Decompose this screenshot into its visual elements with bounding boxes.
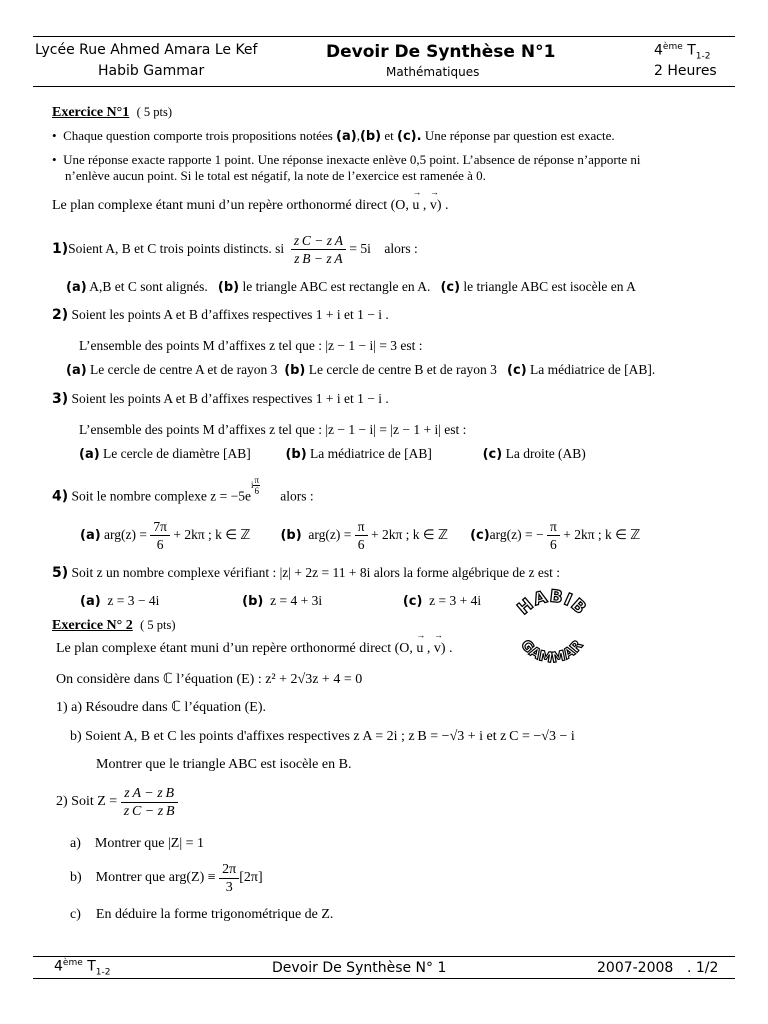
q3-option-a[interactable]: Le cercle de diamètre [AB] [103, 446, 251, 461]
page-number: . 1/2 [687, 960, 719, 976]
q2-option-c[interactable]: La médiatrice de [AB]. [530, 362, 656, 377]
q5-option-a[interactable]: z = 3 − 4i [107, 593, 160, 608]
question-5: 5) Soit z un nombre complexe vérifiant : |z| + 2z = 11 + 8i alors la forme algébrique de z est : [52, 565, 560, 581]
question-2: 2) Soient les points A et B d’affixes respectives 1 + i et 1 − i . [52, 307, 389, 323]
instruction-1: • Chaque question comporte trois propositions notées (a),(b) et (c). Une réponse par question est exacte. [52, 128, 615, 144]
footer-top-rule [33, 956, 735, 957]
q4-option-a[interactable]: (a) arg(z) = $\frac{7\pi}{6}$ + 2kπ ; k ∈ ℤ [80, 518, 251, 552]
exercise-1-points: ( 5 pts) [136, 105, 173, 119]
part-1b: b) Soient A, B et C les points d'affixes respectives z A = 2i ; z B = −√3 + i et z C = −√3 − i [70, 729, 575, 744]
part-1b-task: Montrer que le triangle ABC est isocèle en B. [96, 757, 352, 772]
part-1a: 1) a) Résoudre dans ℂ l’équation (E). [56, 700, 266, 715]
header-top-rule [33, 36, 735, 37]
bullet-icon: • [52, 152, 57, 167]
q4-options [80, 515, 640, 555]
exercise-2-title: Exercice N° 2 [52, 618, 133, 633]
footer-bottom-rule [33, 978, 735, 979]
question-4: 4) Soit le nombre complexe $z = -5e^{i \frac{\pi}{6}}$ alors : [52, 475, 314, 505]
exercise-1-intro: Le plan complexe étant muni d’un repère orthonormé direct (O, → u , → v) . [52, 198, 449, 214]
q5-option-b[interactable]: z = 4 + 3i [270, 593, 323, 608]
equation-E: On considère dans ℂ l’équation (E) : z² + 2√3z + 4 = 0 [56, 672, 363, 687]
part-2: 2) Soit Z = $\frac{\text{z A − z B}}{\text{z C − z B}}$ [56, 782, 178, 822]
question-2-condition: L’ensemble des points M d’affixes z tel que : |z − 1 − i| = 3 est : [79, 338, 423, 353]
instruction-2-cont: n’enlève aucun point. Si le total est négatif, la note de l’exercice est ramenée à 0. [65, 168, 486, 183]
svg-text:GAMMAR: GAMMAR [517, 636, 587, 667]
q4-option-c[interactable]: (c) arg(z) = − $\frac{\pi}{6}$ + 2kπ ; k ∈ ℤ [470, 518, 641, 552]
exercise-1-title: Exercice N°1 [52, 105, 130, 120]
header-bottom-rule [33, 86, 735, 87]
q3-option-c[interactable]: La droite (AB) [505, 446, 586, 461]
q1-option-c[interactable]: le triangle ABC est isocèle en A [463, 279, 636, 294]
q3-options: (a) Le cercle de diamètre [AB] (b) La médiatrice de [AB] (c) La droite (AB) [79, 446, 586, 462]
school-name: Lycée Rue Ahmed Amara Le Kef [35, 42, 258, 58]
q1-option-a[interactable]: A,B et C sont alignés. [89, 279, 208, 294]
q4-option-b[interactable]: (b) arg(z) = $\frac{\pi}{6}$ + 2kπ ; k ∈ ℤ [280, 518, 449, 552]
footer-class: 4ème $T_{1-2}$ [54, 958, 111, 978]
exercise-2-intro: Le plan complexe étant muni d’un repère orthonormé direct (O, → u , → v) . [56, 641, 453, 657]
bullet-icon: • [52, 128, 57, 143]
class-label: 4ème $T_{1-2}$ [654, 42, 711, 62]
footer-title: Devoir De Synthèse N° 1 [272, 960, 447, 976]
duration: 2 Heures [654, 63, 717, 79]
part-2a: a) Montrer que |Z| = 1 [70, 836, 205, 851]
q4-exponent: i π 6 [250, 475, 260, 496]
question-3-condition: L’ensemble des points M d’affixes z tel que : |z − 1 − i| = |z − 1 + i| est : [79, 422, 467, 437]
footer-year: 2007-2008 [597, 960, 674, 976]
Z-fraction: $\frac{\text{z A − z B}}{\text{z C − z B}}$ [121, 785, 178, 820]
q2-options: (a) Le cercle de centre A et de rayon 3 (b) Le cercle de centre B et de rayon 3 (c) La médiatrice de [AB]. [66, 362, 656, 378]
part-2c: c) En déduire la forme trigonométrique de Z. [70, 907, 334, 922]
question-1: 1) Soient A, B et C trois points distincts. si $\frac{\text{z C − z A}}{\text{z B − z A}}$ = 5i alors : [52, 232, 418, 266]
q2-option-a[interactable]: Le cercle de centre A et de rayon 3 [90, 362, 278, 377]
svg-text:HABIB: HABIB [513, 586, 591, 620]
page-title: Devoir De Synthèse N°1 [326, 42, 556, 62]
q5-options: (a) z = 3 − 4i (b) z = 4 + 3i (c) z = 3 + 4i [80, 593, 482, 609]
q1-option-b[interactable]: le triangle ABC est rectangle en A. [242, 279, 431, 294]
exercise-2-points: ( 5 pts) [140, 618, 176, 632]
exercise-1-heading [52, 104, 172, 121]
q3-option-b[interactable]: La médiatrice de [AB] [310, 446, 432, 461]
subject: Mathématiques [386, 65, 480, 79]
question-3: 3) Soient les points A et B d’affixes respectives 1 + i et 1 − i . [52, 391, 389, 407]
instruction-2: • Une réponse exacte rapporte 1 point. Une réponse inexacte enlève 0,5 point. L’absence de réponse n’apporte ni [52, 152, 641, 167]
q2-option-b[interactable]: Le cercle de centre B et de rayon 3 [308, 362, 497, 377]
exercise-2-heading [52, 617, 176, 634]
q1-options: (a) A,B et C sont alignés. (b) le triangle ABC est rectangle en A. (c) le triangle ABC est isocèle en A [66, 279, 636, 295]
part-2b: b) Montrer que arg(Z) ≡ $\frac{2\pi}{3}$ [2π] [70, 861, 263, 895]
q1-fraction: $\frac{\text{z C − z A}}{\text{z B − z A}}$ [291, 232, 346, 267]
q5-option-c[interactable]: z = 3 + 4i [429, 593, 482, 608]
author-stamp-logo [507, 585, 597, 675]
teacher-name: Habib Gammar [98, 63, 205, 79]
